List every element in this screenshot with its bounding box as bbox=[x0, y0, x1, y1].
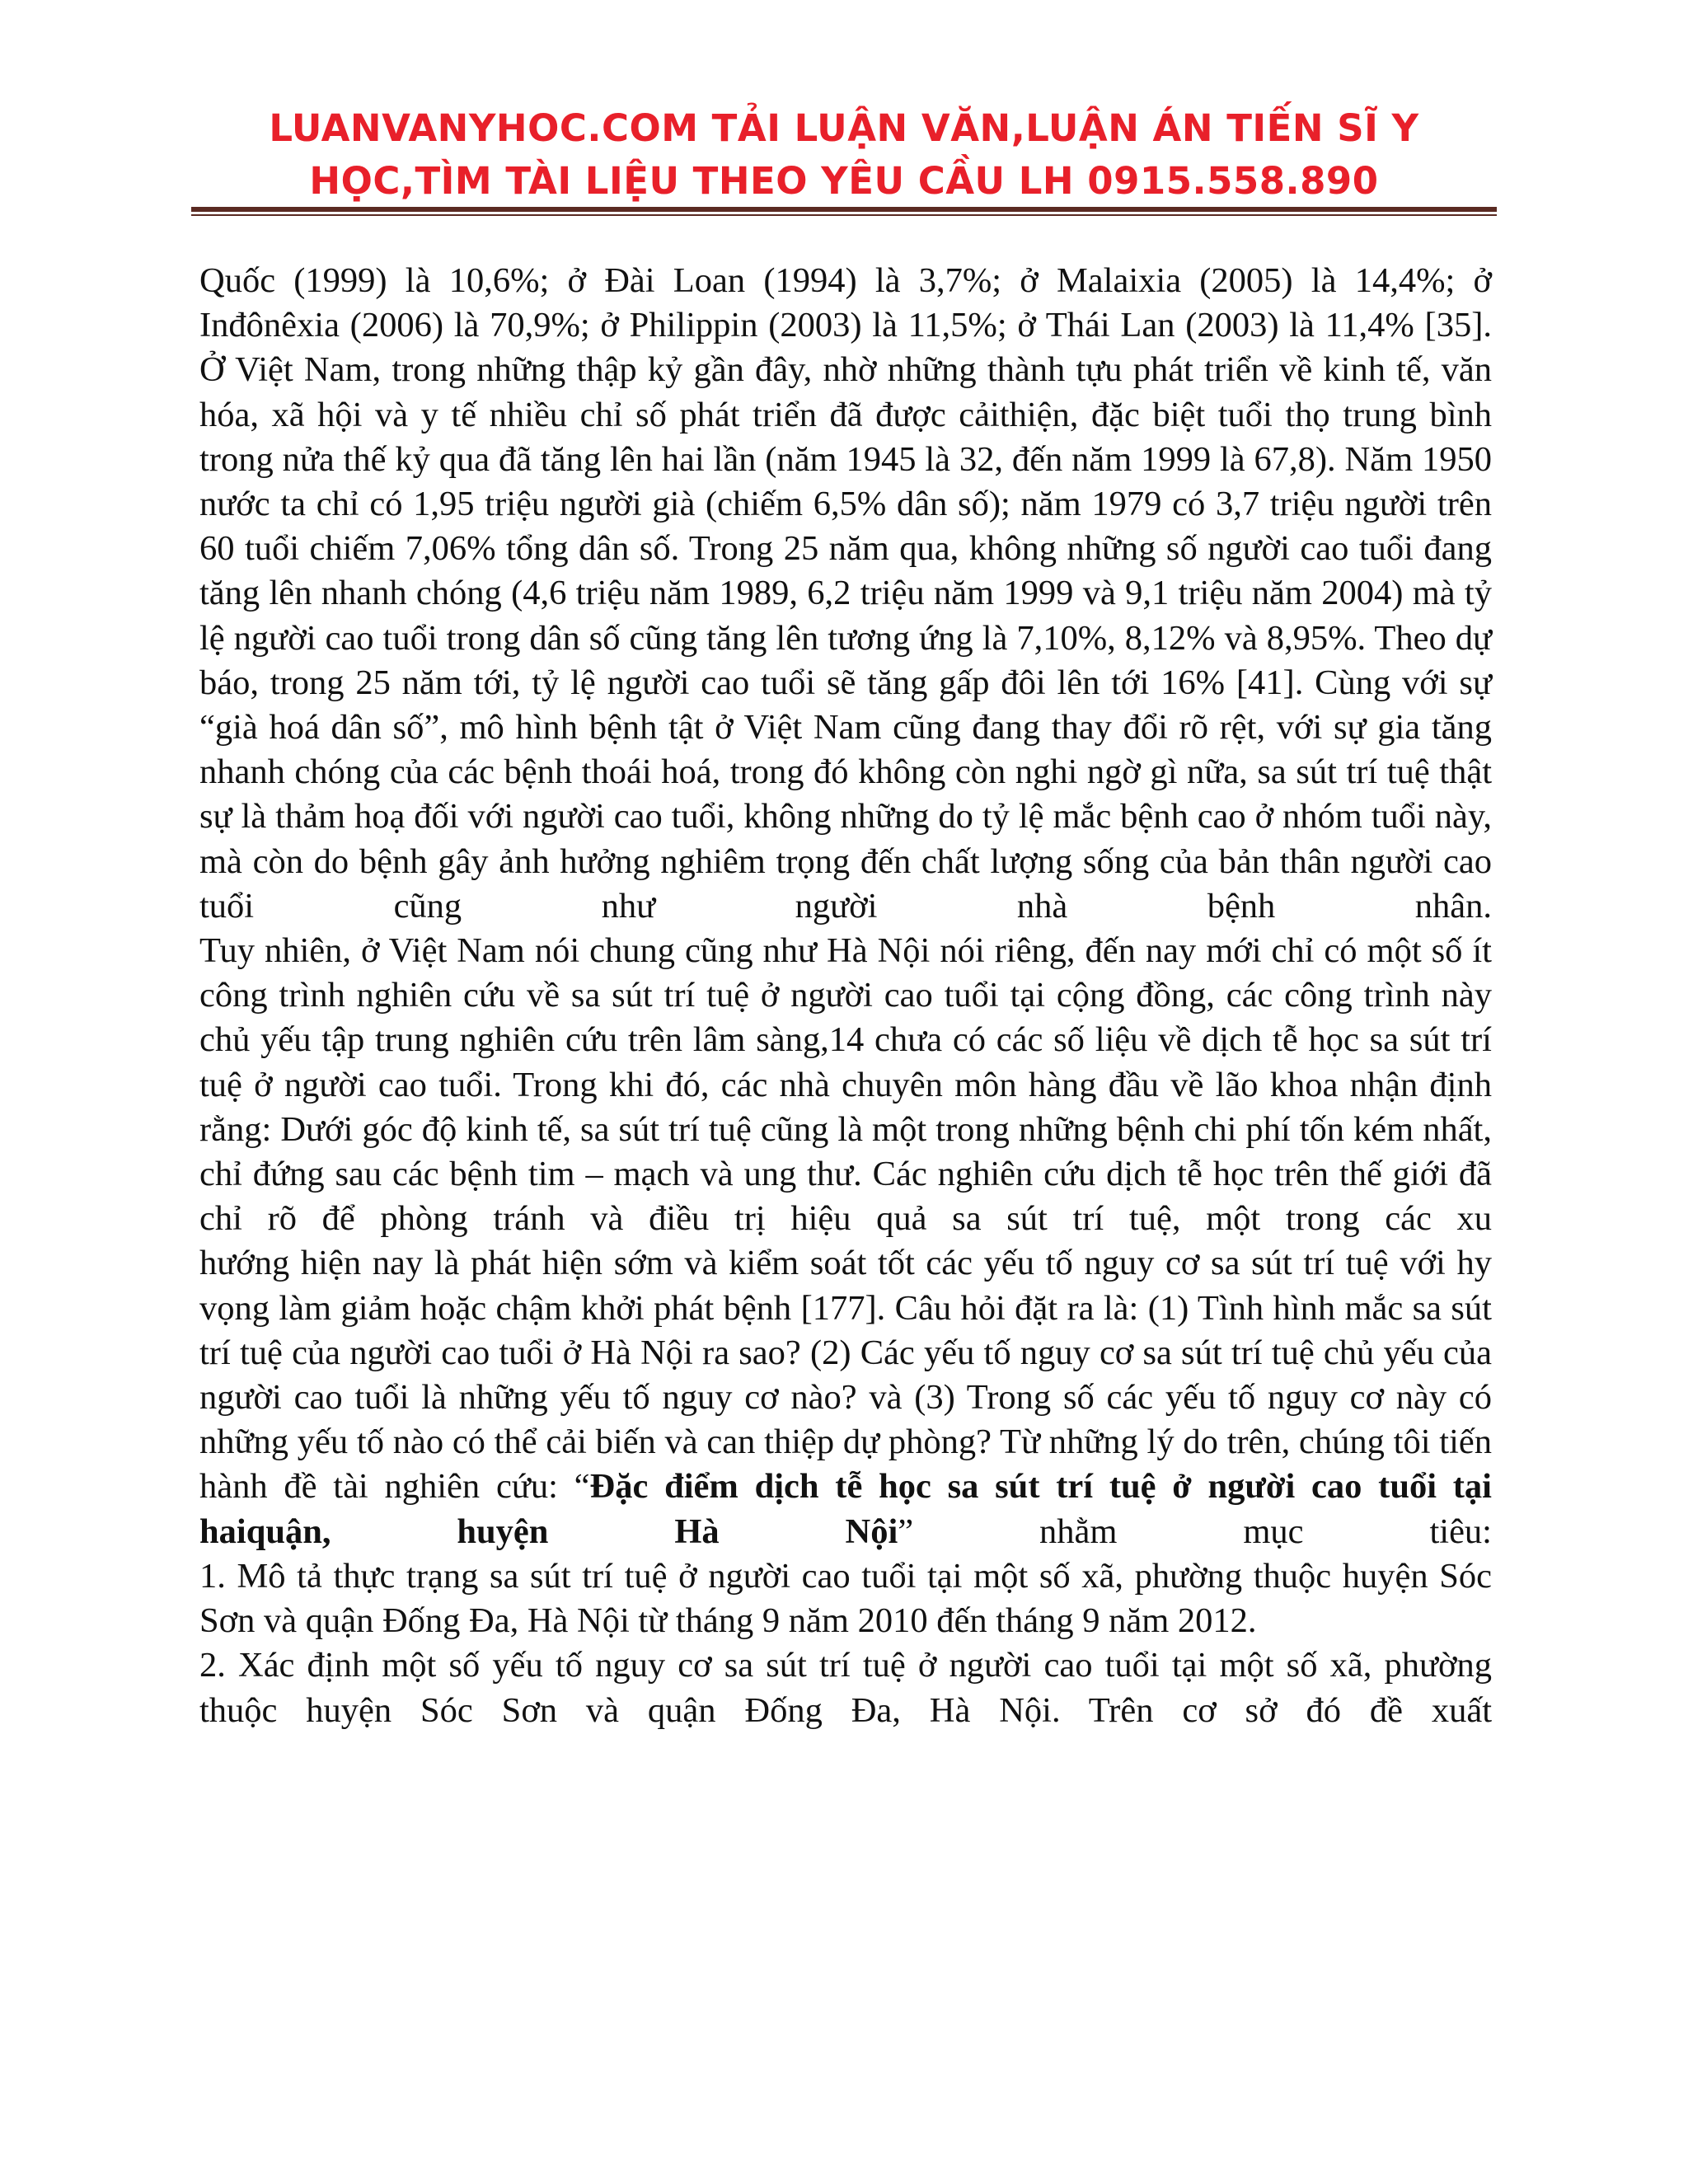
objective-2: 2. Xác định một số yếu tố nguy cơ sa sút trí tuệ ở người cao tuổi tại một số xã, phường thuộc huyện Sóc Sơn và quận Đống Đa, Hà Nội. Trên cơ sở đó đề xuất bbox=[199, 1646, 1492, 1730]
paragraph-2: Ở Việt Nam, trong những thập kỷ gần đây, nhờ những thành tựu phát triển về kinh tế, văn hóa, xã hội và y tế nhiều chỉ số phát triển đã được cảithiện, đặc biệt tuổi thọ trung bình trong nửa thế kỷ qua đã tăng lên hai lần (năm 1945 là 32, đến năm 1999 là 67,8). Năm 1950 nước ta chỉ có 1,95 triệu người già (chiếm 6,5% dân số); năm 1979 có 3,7 triệu người trên 60 tuổi chiếm 7,06% tổng dân số. Trong 25 năm qua, không những số người cao tuổi đang tăng lên nhanh chóng (4,6 triệu năm 1989, 6,2 triệu năm 1999 và 9,1 triệu năm 2004) mà tỷ lệ người cao tuổi trong dân số cũng tăng lên tương ứng là 7,10%, 8,12% và 8,95%. Theo dự báo, trong 25 năm tới, tỷ lệ người cao tuổi sẽ tăng gấp đôi lên tới 16% [41]. Cùng với sự “già hoá dân số”, mô hình bệnh tật ở Việt Nam cũng đang thay đổi rõ rệt, với sự gia tăng nhanh chóng của các bệnh thoái hoá, trong đó không còn nghi ngờ gì nữa, sa sút trí tuệ thật sự là thảm hoạ đối với người cao tuổi, không những do tỷ lệ mắc bệnh cao ở nhóm tuổi này, mà còn do bệnh gây ảnh hưởng nghiêm trọng đến chất lượng sống của bản thân người cao tuổi cũng như người nhà bệnh nhân. bbox=[199, 350, 1492, 926]
header-line-1: LUANVANYHOC.COM TẢI LUẬN VĂN,LUẬN ÁN TIẾN SĨ Y bbox=[269, 106, 1419, 150]
paragraph-4-end: ” nhằm mục tiêu: bbox=[898, 1511, 1492, 1551]
paragraph-3: Tuy nhiên, ở Việt Nam nói chung cũng như Hà Nội nói riêng, đến nay mới chỉ có một số ít công trình nghiên cứu về sa sút trí tuệ ở người cao tuổi tại cộng đồng, các công trình này chủ yếu tập trung nghiên cứu trên lâm sàng,14 chưa có các số liệu về dịch tễ học sa sút trí tuệ ở người cao tuổi. Trong khi đó, các nhà chuyên môn hàng đầu về lão khoa nhận định rằng: Dưới góc độ kinh tế, sa sút trí tuệ cũng là một trong những bệnh chi phí tốn kém nhất, chỉ đứng sau các bệnh tim – mạch và ung thư. Các nghiên cứu dịch tễ học trên thế giới đã chỉ rõ để phòng tránh và điều trị hiệu quả sa sút trí tuệ, một trong các xu bbox=[199, 931, 1492, 1239]
paragraph-4 bbox=[199, 1241, 1492, 1554]
objective-1: 1. Mô tả thực trạng sa sút trí tuệ ở người cao tuổi tại một số xã, phường thuộc huyện Sóc Sơn và quận Đống Đa, Hà Nội từ tháng 9 năm 2010 đến tháng 9 năm 2012. bbox=[199, 1556, 1492, 1641]
paragraph-4-text: hướng hiện nay là phát hiện sớm và kiểm soát tốt các yếu tố nguy cơ sa sút trí tuệ với hy vọng làm giảm hoặc chậm khởi phát bệnh [177]. Câu hỏi đặt ra là: (1) Tình hình mắc sa sút trí tuệ của người cao tuổi ở Hà Nội ra sao? (2) Các yếu tố nguy cơ sa sút trí tuệ chủ yếu của người cao tuổi là những yếu tố nguy cơ nào? và (3) Trong số các yếu tố nguy cơ này có những yếu tố nào có thể cải biến và can thiệp dự phòng? Từ những lý do trên, chúng tôi tiến hành đề tài nghiên cứu: “ bbox=[199, 1244, 1492, 1507]
header-rule-thin bbox=[191, 214, 1497, 216]
study-title: Đặc điểm dịch tễ học sa sút trí tuệ ở người cao tuổi tại haiquận, huyện Hà Nội bbox=[199, 1467, 1492, 1551]
body-text bbox=[199, 259, 1492, 1733]
header-rule-thick bbox=[191, 207, 1497, 212]
page-header bbox=[190, 102, 1498, 208]
header-line-2: HỌC,TÌM TÀI LIỆU THEO YÊU CẦU LH 0915.558.890 bbox=[309, 159, 1379, 203]
paragraph-1: Quốc (1999) là 10,6%; ở Đài Loan (1994) là 3,7%; ở Malaixia (2005) là 14,4%; ở Inđônêxia (2006) là 70,9%; ở Philippin (2003) là 11,5%; ở Thái Lan (2003) là 11,4% [35]. bbox=[199, 261, 1492, 345]
